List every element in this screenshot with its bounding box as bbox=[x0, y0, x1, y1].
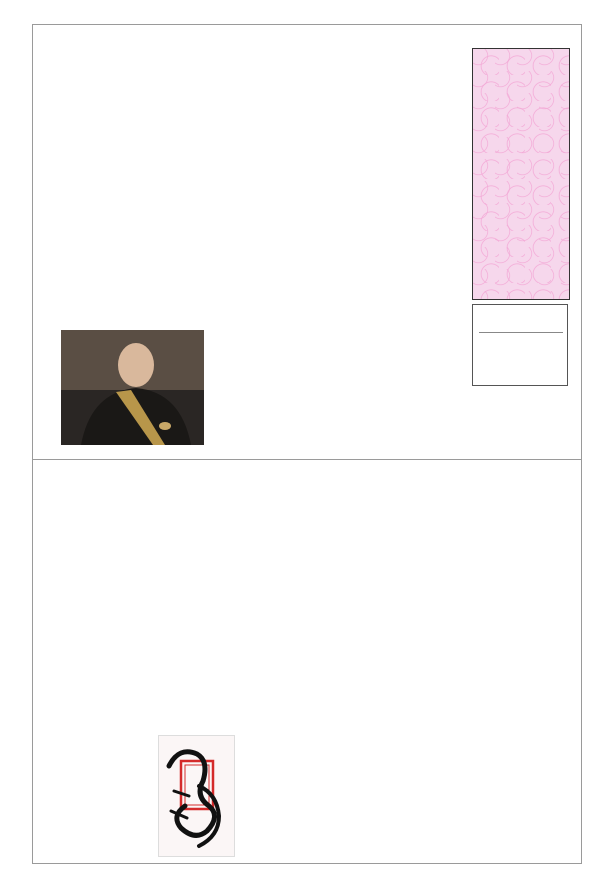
qr-code-icon[interactable] bbox=[38, 752, 136, 850]
title-box bbox=[472, 48, 570, 300]
info-divider bbox=[479, 332, 563, 333]
priest-photo bbox=[61, 330, 204, 445]
temple-info-box bbox=[472, 304, 568, 386]
amulet-seal-icon bbox=[158, 735, 235, 857]
section-divider bbox=[32, 459, 582, 460]
priest-portrait-icon bbox=[61, 330, 204, 445]
